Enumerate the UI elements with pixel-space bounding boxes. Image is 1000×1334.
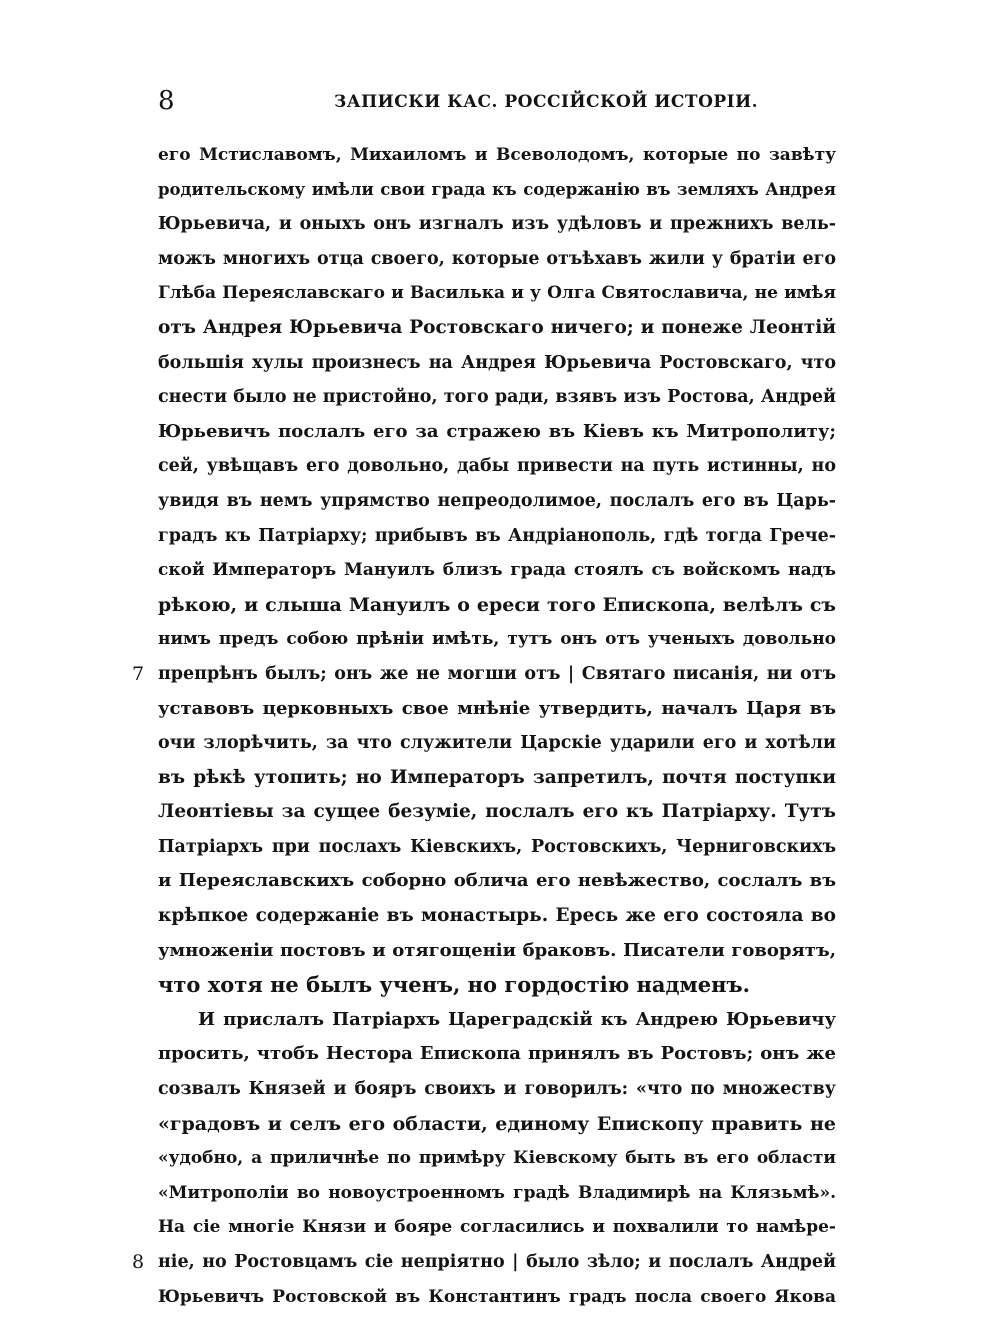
text-line: «удобно, а приличнѣе по примѣру Кіевскому быть въ его области [158,1148,836,1169]
text-line: На сіе многіе Князи и бояре согласились и похвалили то намѣре- [158,1217,836,1238]
text-line: Юрьевича, и оныхъ онъ изгналъ изъ удѣловъ и прежнихъ вель- [158,214,836,235]
text-line: Юрьевичъ послалъ его за стражею въ Кіевъ къ Митрополиту; [158,420,836,442]
text-line: увидя въ немъ упрямство непреодолимое, послалъ его въ Царь- [158,490,836,511]
text-line: въ рѣкѣ утопить; но Императоръ запретилъ, почтя поступки [158,766,836,788]
text-line: сей, увѣщавъ его довольно, дабы привести на путь истинны, но [158,456,836,477]
paragraph-start-line: И прислалъ Патріархъ Цареградскій къ Андрею Юрьевичу [198,1008,836,1030]
text-line: и Переяславскихъ соборно облича его невѣжество, сослалъ въ [158,870,836,892]
text-line: «градовъ и селъ его области, единому Епископу править не [158,1112,836,1135]
text-line: родительскому имѣли свои града къ содержанію въ земляхъ Андрея [158,179,836,199]
text-line: созвалъ Князей и бояръ своихъ и говорилъ: «что по множеству [158,1079,836,1100]
text-line: его Мстиславомъ, Михаиломъ и Всеволодомъ, которые по завѣту [158,145,836,165]
body-text [132,138,836,1314]
margin-page-marker: 8 [132,1251,145,1273]
running-head: ЗАПИСКИ КАС. РОССІЙСКОЙ ИСТОРІИ. [334,92,759,112]
text-line: Леонтіевы за сущее безуміе, послалъ его къ Патріарху. Тутъ [158,801,836,823]
text-line: Глѣба Переяславскаго и Василька и у Олга Святославича, не имѣя [158,283,836,304]
text-line: очи злорѣчить, за что служители Царскіе ударили его и хотѣли [158,733,836,754]
text-line: большія хулы произнесъ на Андрея Юрьевича Ростовскаго, что [158,352,836,373]
text-line: уставовъ церковныхъ свое мнѣніе утвердить, началъ Царя въ [158,697,836,719]
text-line: Патріархъ при послахъ Кіевскихъ, Ростовскихъ, Черниговскихъ [158,836,836,857]
text-line: что хотя не былъ ученъ, но гордостію надменъ. [158,972,750,998]
text-line-with-margin-note [132,657,836,692]
page-number: 8 [158,86,175,116]
text-line: нимъ предъ собою прѣніи имѣть, тутъ онъ отъ ученыхъ довольно [158,629,836,650]
text-line: отъ Андрея Юрьевича Ростовскаго ничего; и понеже Леонтій [158,316,836,338]
text-line: Юрьевичъ Ростовской въ Константинъ градъ посла своего Якова [158,1286,836,1307]
text-line-with-margin-note [132,1245,836,1280]
text-line: просить, чтобъ Нестора Епископа принялъ въ Ростовъ; онъ же [158,1043,836,1065]
text-line-content: препрѣнъ былъ; онъ же не могши отъ | Святаго писанія, ни отъ [158,663,836,684]
text-line: снести было не пристойно, того ради, взявъ изъ Ростова, Андрей [158,387,836,408]
text-line: крѣпкое содержаніе въ монастырь. Ересь же его состояла во [158,905,836,927]
text-line: можъ многихъ отца своего, которые отъѣхавъ жили у братіи его [158,248,836,269]
text-line: ской Императоръ Мануилъ близъ града стоялъ съ войскомъ надъ [158,560,836,581]
margin-page-marker: 7 [132,662,145,685]
page-header [158,86,836,116]
text-line: рѣкою, и слыша Мануилъ о ереси того Епископа, велѣлъ съ [158,593,836,616]
text-line-content: ніе, но Ростовцамъ сіе непріятно | было зѣло; и послалъ Андрей [158,1252,836,1272]
text-line: умноженіи постовъ и отягощеніи браковъ. Писатели говорятъ, [158,939,836,961]
text-line: «Митрополіи во новоустроенномъ градѣ Владимирѣ на Клязьмѣ». [158,1182,836,1203]
text-line: градъ къ Патріарху; прибывъ въ Андріанополь, гдѣ тогда Грече- [158,525,836,546]
